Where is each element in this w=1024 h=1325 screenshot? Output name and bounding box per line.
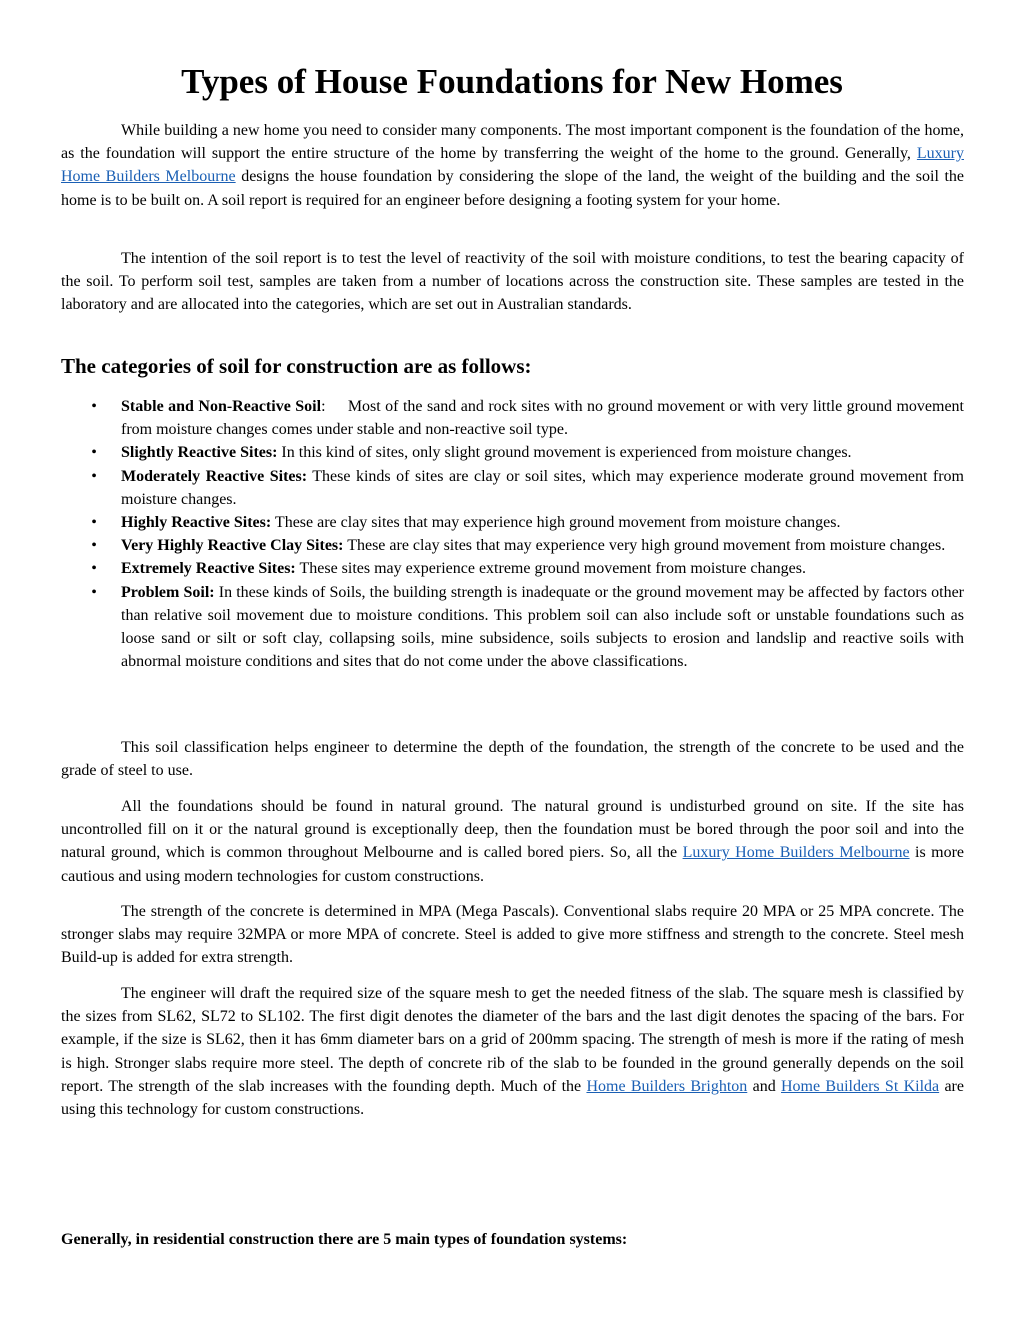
bullet-icon: • (91, 514, 97, 532)
bullet-icon: • (91, 560, 97, 578)
home-builders-st-kilda-link[interactable]: Home Builders St Kilda (781, 1077, 940, 1095)
list-item (91, 557, 964, 580)
list-item-term: Stable and Non-Reactive Soil (121, 398, 322, 415)
intro-text-a: While building a new home you need to consider many components. The most important component is the foundation of the home, as the foundation will support the entire structure of the home by transferring the weight of the home to the ground. Generally, (61, 122, 964, 163)
list-item (91, 441, 964, 464)
list-item (91, 534, 964, 557)
list-item-text: These are clay sites that may experience very high ground movement from moisture changes. (343, 537, 946, 555)
square-mesh-paragraph (61, 982, 964, 1121)
concrete-strength-paragraph: The strength of the concrete is determined in MPA (Mega Pascals). Conventional slabs require 20 MPA or 25 MPA concrete. The stronger slabs may require 32MPA or more MPA of concrete. Steel is added to give more stiffness and strength to the concrete. Steel mesh Build-up is added for extra strength. (61, 903, 964, 967)
list-item (91, 465, 964, 511)
home-builders-brighton-link[interactable]: Home Builders Brighton (586, 1077, 748, 1095)
list-item-text: : Most of the sand and rock sites with no ground movement or with very little ground movement from moisture changes comes under stable and non-reactive soil type. (121, 398, 965, 439)
list-item-text: These sites may experience extreme ground movement from moisture changes. (295, 560, 806, 578)
list-item (91, 395, 965, 441)
list-item-term: Slightly Reactive Sites: (121, 444, 278, 462)
list-item-term: Moderately Reactive Sites: (121, 467, 308, 485)
natural-ground-paragraph (61, 795, 964, 888)
square-mesh-text-a: The engineer will draft the required size of the square mesh to get the needed fitness of the slab. The square mesh is classified by the sizes from SL62, SL72 to SL102. The first digit denotes the diameter of the bars and the last digit denotes the spacing of the bars. For example, if the size is SL62, then it has 6mm diameter bars on a grid of 200mm spacing. The strength of mesh is more if the rating of mesh is high. Stronger slabs require more steel. The depth of concrete rib of the slab to be founded in the ground generally depends on the soil report. The strength of the slab increases with the founding depth. Much of the (61, 985, 964, 1095)
soil-categories-list (91, 395, 965, 673)
list-item-text: In these kinds of Soils, the building strength is inadequate or the ground movement may be affected by factors other than relative soil movement due to moisture conditions. This problem soil can also include soft or unstable foundations such as loose sand or silt or soft clay, collapsing soils, mine subsidence, soils subjects to erosion and landslip and reactive soils with abnormal moisture conditions and sites that do not come under the above classifications. (121, 583, 964, 671)
natural-ground-text-a: All the foundations should be found in natural ground. The natural ground is undisturbed ground on site. If the site has uncontrolled fill on it or the natural ground is exceptionally deep, then the foundation must be bored through the poor soil and into the natural ground, which is common throughout Melbourne and is called bored piers. So, all the (61, 798, 964, 862)
bullet-icon: • (91, 444, 97, 462)
page-title: Types of House Foundations for New Homes (181, 62, 843, 101)
luxury-home-builders-link-2[interactable]: Luxury Home Builders Melbourne (682, 844, 910, 862)
soil-report-paragraph: The intention of the soil report is to test the level of reactivity of the soil with moisture conditions, to test the bearing capacity of the soil. To perform soil test, samples are taken from a number of locations across the construction site. These samples are tested in the laboratory and are allocated into the categories, which are set out in Australian standards. (61, 250, 964, 314)
list-item-text: In this kind of sites, only slight ground movement is experienced from moisture changes. (277, 444, 852, 462)
list-item (91, 581, 964, 674)
soil-categories-heading: The categories of soil for construction are as follows: (61, 354, 532, 378)
bullet-icon: • (91, 398, 97, 415)
bullet-icon: • (91, 467, 97, 485)
list-item-text: These kinds of sites are clay or soil sites, which may experience moderate ground movement from moisture changes. (121, 467, 964, 508)
list-item-term: Problem Soil: (121, 583, 215, 601)
foundation-systems-intro: Generally, in residential construction there are 5 main types of foundation systems: (61, 1231, 628, 1248)
list-item-term: Highly Reactive Sites: (121, 514, 272, 532)
bullet-icon: • (91, 583, 97, 601)
intro-paragraph (61, 119, 964, 212)
list-item-text: These are clay sites that may experience high ground movement from moisture changes. (271, 514, 841, 532)
natural-ground-text-b: is more cautious and using modern technologies for custom constructions. (61, 844, 965, 885)
list-item (91, 511, 964, 534)
square-mesh-text-b: are using this technology for custom constructions. (61, 1077, 964, 1119)
list-item-term: Very Highly Reactive Clay Sites: (121, 537, 344, 555)
bullet-icon: • (91, 537, 97, 555)
intro-text-b: designs the house foundation by considering the slope of the land, the weight of the building and the soil the home is to be built on. A soil report is required for an engineer before designing a footing system for your home. (61, 168, 964, 209)
luxury-home-builders-link-1[interactable]: Luxury Home Builders Melbourne (61, 145, 964, 186)
soil-classification-paragraph: This soil classification helps engineer to determine the depth of the foundation, the strength of the concrete to be used and the grade of steel to use. (61, 739, 964, 780)
list-item-term: Extremely Reactive Sites: (121, 560, 296, 578)
square-mesh-text-mid: and (747, 1077, 781, 1095)
